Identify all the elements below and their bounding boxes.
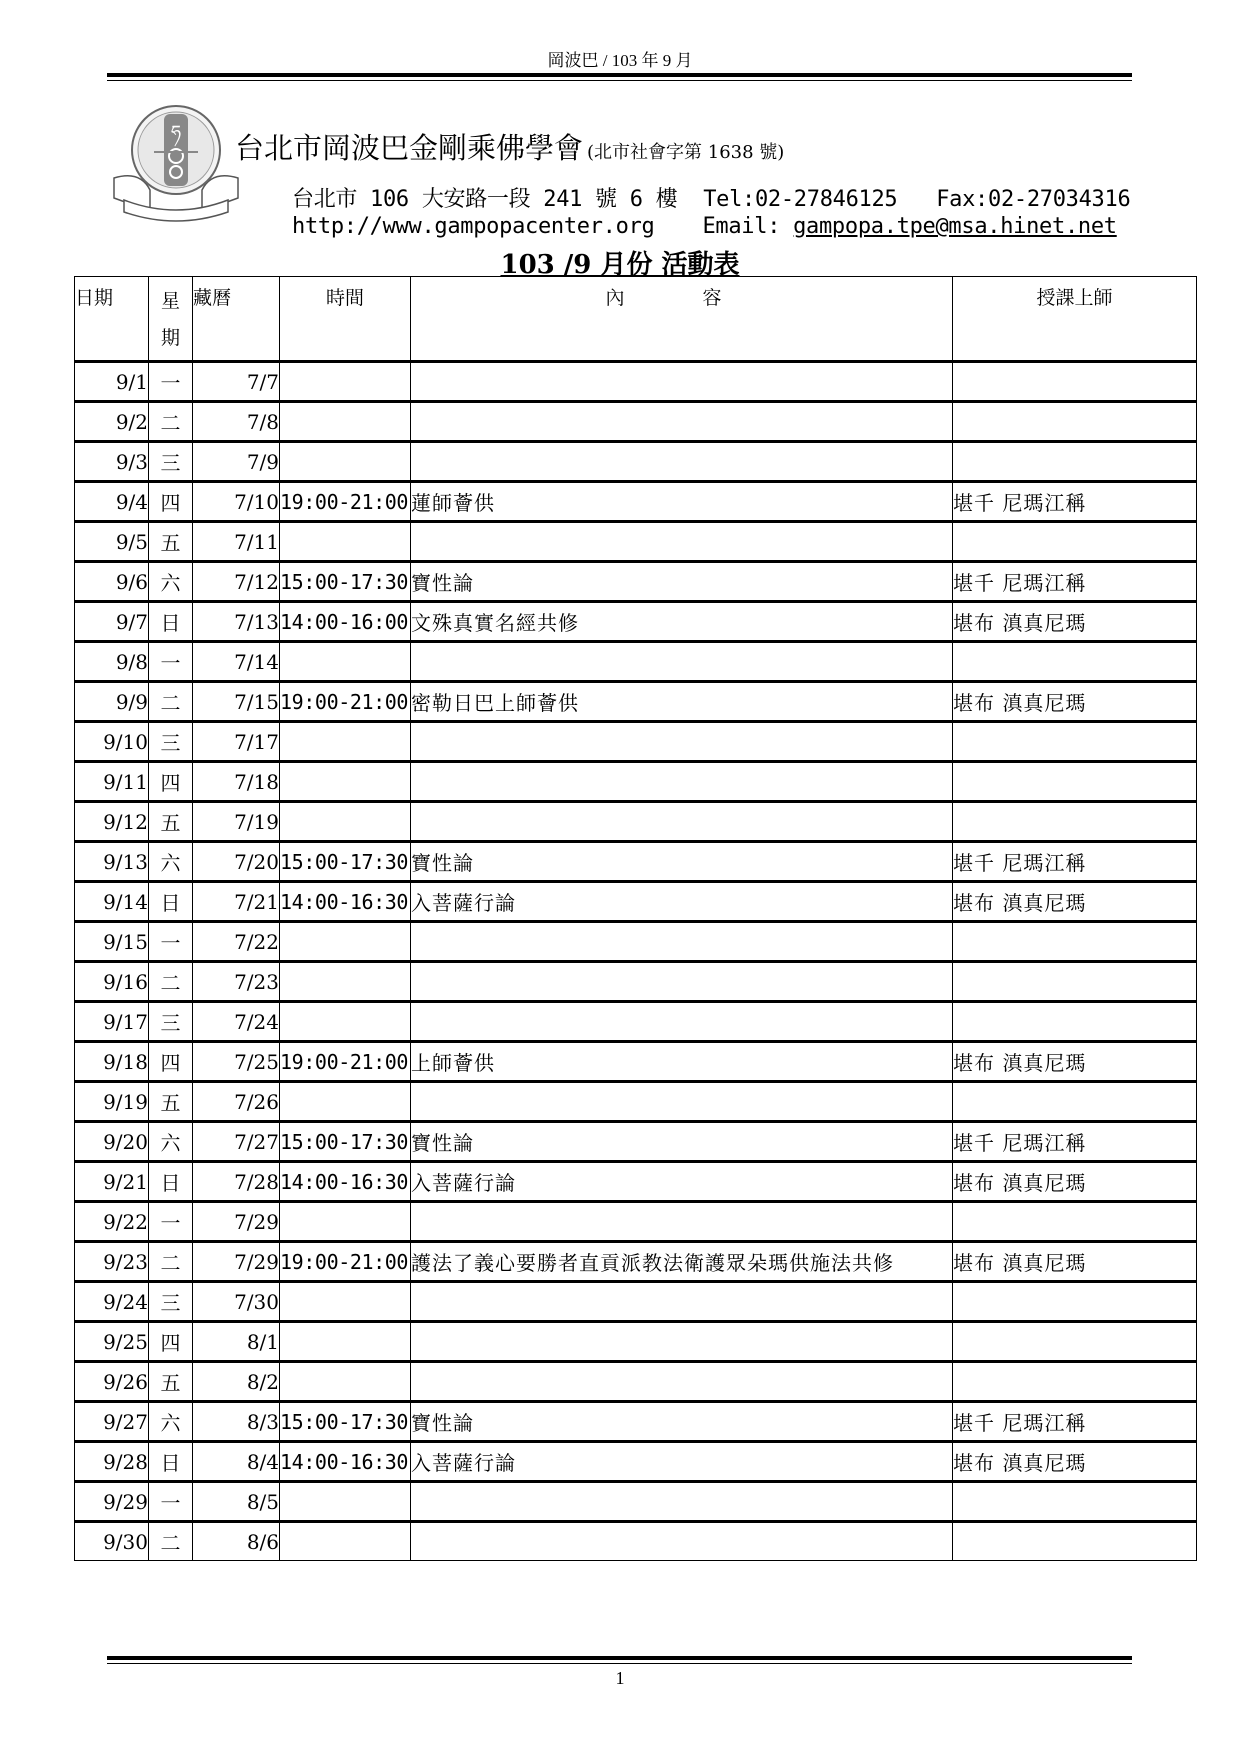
tibetan-date-cell: 7/27 [193, 1122, 280, 1162]
date-cell: 9/6 [75, 562, 149, 602]
time-cell: 15:00-17:30 [280, 1122, 411, 1162]
organization-title: 台北市岡波巴金剛乘佛學會 [235, 131, 584, 165]
column-header-tibetan-calendar: 藏曆 [193, 277, 280, 362]
date-cell: 9/22 [75, 1202, 149, 1242]
table-row [75, 642, 1197, 682]
column-header-content: 內 容 [411, 277, 953, 362]
tibetan-date-cell: 7/23 [193, 962, 280, 1002]
teacher-cell: 堪千 尼瑪江稱 [953, 562, 1197, 602]
content-cell: 文殊真實名經共修 [411, 602, 953, 642]
footer-rule-thin [107, 1663, 1132, 1664]
weekday-cell: 六 [149, 842, 193, 882]
table-row [75, 922, 1197, 962]
weekday-cell: 三 [149, 722, 193, 762]
time-cell [280, 1282, 411, 1322]
date-cell: 9/12 [75, 802, 149, 842]
tibetan-date-cell: 7/30 [193, 1282, 280, 1322]
schedule-body [75, 362, 1197, 1561]
time-cell [280, 1202, 411, 1242]
date-cell: 9/26 [75, 1362, 149, 1402]
content-cell [411, 1002, 953, 1042]
time-cell: 19:00-21:00 [280, 682, 411, 722]
teacher-cell [953, 1522, 1197, 1561]
weekday-cell: 四 [149, 762, 193, 802]
table-row [75, 1282, 1197, 1322]
tibetan-date-cell: 7/19 [193, 802, 280, 842]
content-cell [411, 1082, 953, 1122]
page-number: 1 [615, 1668, 625, 1688]
tibetan-date-cell: 8/3 [193, 1402, 280, 1442]
time-cell [280, 722, 411, 762]
weekday-cell: 二 [149, 402, 193, 442]
weekday-cell: 六 [149, 1122, 193, 1162]
weekday-cell: 一 [149, 1482, 193, 1522]
tibetan-date-cell: 8/2 [193, 1362, 280, 1402]
teacher-cell [953, 762, 1197, 802]
content-cell [411, 1282, 953, 1322]
table-row [75, 722, 1197, 762]
weekday-cell: 五 [149, 1082, 193, 1122]
time-cell [280, 1522, 411, 1561]
contact-address-line [292, 182, 1130, 213]
weekday-cell: 一 [149, 642, 193, 682]
table-row [75, 1002, 1197, 1042]
tibetan-date-cell: 7/14 [193, 642, 280, 682]
teacher-cell [953, 1322, 1197, 1362]
column-header-date: 日期 [75, 277, 149, 362]
date-cell: 9/23 [75, 1242, 149, 1282]
date-cell: 9/11 [75, 762, 149, 802]
tibetan-date-cell: 8/5 [193, 1482, 280, 1522]
tibetan-date-cell: 7/17 [193, 722, 280, 762]
teacher-cell [953, 922, 1197, 962]
teacher-cell [953, 1282, 1197, 1322]
tibetan-date-cell: 7/9 [193, 442, 280, 482]
teacher-cell: 堪布 滇真尼瑪 [953, 1162, 1197, 1202]
date-cell: 9/13 [75, 842, 149, 882]
teacher-cell: 堪千 尼瑪江稱 [953, 842, 1197, 882]
time-cell [280, 402, 411, 442]
table-row [75, 1362, 1197, 1402]
date-cell: 9/17 [75, 1002, 149, 1042]
organization-registration: (北市社會字第 1638 號) [587, 142, 785, 163]
content-cell [411, 1322, 953, 1362]
tibetan-date-cell: 8/1 [193, 1322, 280, 1362]
time-cell: 14:00-16:30 [280, 882, 411, 922]
activity-schedule-table [74, 276, 1197, 1561]
table-row [75, 1082, 1197, 1122]
organization-logo [110, 100, 242, 228]
weekday-cell: 一 [149, 362, 193, 402]
time-cell: 19:00-21:00 [280, 482, 411, 522]
website-link[interactable]: http://www.gampopacenter.org [292, 214, 655, 239]
table-row [75, 442, 1197, 482]
tibetan-date-cell: 7/21 [193, 882, 280, 922]
teacher-cell [953, 1082, 1197, 1122]
date-cell: 9/27 [75, 1402, 149, 1442]
content-cell [411, 1522, 953, 1561]
teacher-cell [953, 1482, 1197, 1522]
time-cell [280, 1362, 411, 1402]
tibetan-date-cell: 7/15 [193, 682, 280, 722]
weekday-cell: 三 [149, 442, 193, 482]
date-cell: 9/4 [75, 482, 149, 522]
content-cell: 密勒日巴上師薈供 [411, 682, 953, 722]
tibetan-date-cell: 7/28 [193, 1162, 280, 1202]
content-cell [411, 962, 953, 1002]
teacher-cell [953, 402, 1197, 442]
tibetan-date-cell: 7/7 [193, 362, 280, 402]
date-cell: 9/30 [75, 1522, 149, 1561]
table-row [75, 1202, 1197, 1242]
time-cell: 15:00-17:30 [280, 842, 411, 882]
content-cell: 寶性論 [411, 1122, 953, 1162]
date-cell: 9/10 [75, 722, 149, 762]
teacher-cell [953, 962, 1197, 1002]
weekday-cell: 二 [149, 1522, 193, 1561]
content-cell: 寶性論 [411, 842, 953, 882]
teacher-cell: 堪布 滇真尼瑪 [953, 682, 1197, 722]
content-cell: 蓮師薈供 [411, 482, 953, 522]
teacher-cell: 堪布 滇真尼瑪 [953, 1442, 1197, 1482]
tibetan-date-cell: 7/8 [193, 402, 280, 442]
table-row [75, 1162, 1197, 1202]
teacher-cell: 堪布 滇真尼瑪 [953, 602, 1197, 642]
time-cell: 14:00-16:30 [280, 1162, 411, 1202]
time-cell [280, 522, 411, 562]
content-cell [411, 642, 953, 682]
table-row [75, 562, 1197, 602]
date-cell: 9/14 [75, 882, 149, 922]
table-row [75, 1322, 1197, 1362]
weekday-cell: 一 [149, 922, 193, 962]
table-row [75, 842, 1197, 882]
tibetan-date-cell: 7/22 [193, 922, 280, 962]
time-cell [280, 1002, 411, 1042]
time-cell [280, 1082, 411, 1122]
weekday-cell: 五 [149, 522, 193, 562]
date-cell: 9/21 [75, 1162, 149, 1202]
column-header-teacher: 授課上師 [953, 277, 1197, 362]
weekday-cell: 六 [149, 1402, 193, 1442]
table-row [75, 362, 1197, 402]
teacher-cell: 堪千 尼瑪江稱 [953, 482, 1197, 522]
telephone: Tel:02-27846125 [703, 187, 898, 212]
date-cell: 9/19 [75, 1082, 149, 1122]
time-cell [280, 762, 411, 802]
running-header: 岡波巴 / 103 年 9 月 [547, 51, 693, 70]
weekday-cell: 三 [149, 1282, 193, 1322]
tibetan-date-cell: 7/20 [193, 842, 280, 882]
table-row [75, 1522, 1197, 1561]
content-cell: 寶性論 [411, 562, 953, 602]
teacher-cell [953, 1362, 1197, 1402]
time-cell: 15:00-17:30 [280, 562, 411, 602]
teacher-cell: 堪千 尼瑪江稱 [953, 1402, 1197, 1442]
tibetan-date-cell: 8/6 [193, 1522, 280, 1561]
table-row [75, 962, 1197, 1002]
content-cell [411, 722, 953, 762]
weekday-cell: 四 [149, 1322, 193, 1362]
table-row [75, 762, 1197, 802]
table-row [75, 682, 1197, 722]
time-cell: 19:00-21:00 [280, 1242, 411, 1282]
date-cell: 9/29 [75, 1482, 149, 1522]
weekday-cell: 四 [149, 482, 193, 522]
date-cell: 9/24 [75, 1282, 149, 1322]
content-cell: 上師薈供 [411, 1042, 953, 1082]
table-row [75, 1042, 1197, 1082]
svg-text:ཧ: ཧ [170, 122, 182, 143]
table-row [75, 1242, 1197, 1282]
date-cell: 9/7 [75, 602, 149, 642]
teacher-cell [953, 442, 1197, 482]
time-cell: 19:00-21:00 [280, 1042, 411, 1082]
tibetan-date-cell: 7/29 [193, 1202, 280, 1242]
column-header-time: 時間 [280, 277, 411, 362]
content-cell [411, 362, 953, 402]
time-cell [280, 642, 411, 682]
table-row [75, 802, 1197, 842]
tibetan-date-cell: 7/10 [193, 482, 280, 522]
header-rule [107, 73, 1132, 77]
time-cell [280, 962, 411, 1002]
weekday-cell: 日 [149, 882, 193, 922]
table-row [75, 402, 1197, 442]
weekday-cell: 四 [149, 1042, 193, 1082]
weekday-cell: 二 [149, 682, 193, 722]
time-cell [280, 922, 411, 962]
time-cell [280, 442, 411, 482]
table-row [75, 1482, 1197, 1522]
date-cell: 9/15 [75, 922, 149, 962]
tibetan-date-cell: 7/12 [193, 562, 280, 602]
teacher-cell: 堪布 滇真尼瑪 [953, 1042, 1197, 1082]
content-cell [411, 402, 953, 442]
content-cell: 護法了義心要勝者直貢派教法衛護眾朵瑪供施法共修 [411, 1242, 953, 1282]
header-rule-thin [107, 80, 1132, 81]
date-cell: 9/3 [75, 442, 149, 482]
content-cell [411, 1202, 953, 1242]
time-cell: 15:00-17:30 [280, 1402, 411, 1442]
weekday-cell: 二 [149, 1242, 193, 1282]
street-address: 台北市 106 大安路一段 241 號 6 樓 [292, 187, 678, 212]
time-cell [280, 362, 411, 402]
tibetan-date-cell: 8/4 [193, 1442, 280, 1482]
content-cell [411, 802, 953, 842]
organization-name [235, 126, 784, 167]
date-cell: 9/28 [75, 1442, 149, 1482]
date-cell: 9/8 [75, 642, 149, 682]
contact-web-line [292, 214, 1117, 239]
table-row [75, 522, 1197, 562]
table-row [75, 602, 1197, 642]
weekday-cell: 三 [149, 1002, 193, 1042]
tibetan-date-cell: 7/29 [193, 1242, 280, 1282]
table-row [75, 482, 1197, 522]
date-cell: 9/5 [75, 522, 149, 562]
date-cell: 9/1 [75, 362, 149, 402]
email-label: Email: [702, 214, 781, 239]
content-cell: 入菩薩行論 [411, 882, 953, 922]
weekday-cell: 日 [149, 1162, 193, 1202]
content-cell: 入菩薩行論 [411, 1442, 953, 1482]
tibetan-date-cell: 7/13 [193, 602, 280, 642]
content-cell: 寶性論 [411, 1402, 953, 1442]
teacher-cell: 堪布 滇真尼瑪 [953, 882, 1197, 922]
footer-rule [107, 1656, 1132, 1660]
table-row [75, 1122, 1197, 1162]
fax: Fax:02-27034316 [936, 187, 1131, 212]
weekday-cell: 日 [149, 602, 193, 642]
weekday-header-line-2: 期 [160, 327, 180, 349]
time-cell: 14:00-16:30 [280, 1442, 411, 1482]
content-cell [411, 522, 953, 562]
tibetan-date-cell: 7/24 [193, 1002, 280, 1042]
content-cell [411, 1362, 953, 1402]
time-cell: 14:00-16:00 [280, 602, 411, 642]
date-cell: 9/18 [75, 1042, 149, 1082]
content-cell [411, 442, 953, 482]
time-cell [280, 1482, 411, 1522]
weekday-cell: 六 [149, 562, 193, 602]
teacher-cell [953, 722, 1197, 762]
teacher-cell [953, 642, 1197, 682]
table-row [75, 882, 1197, 922]
content-cell [411, 1482, 953, 1522]
teacher-cell [953, 802, 1197, 842]
table-row [75, 1402, 1197, 1442]
teacher-cell [953, 522, 1197, 562]
time-cell [280, 802, 411, 842]
teacher-cell [953, 362, 1197, 402]
date-cell: 9/25 [75, 1322, 149, 1362]
column-header-weekday [149, 277, 193, 362]
tibetan-date-cell: 7/25 [193, 1042, 280, 1082]
weekday-cell: 二 [149, 962, 193, 1002]
tibetan-date-cell: 7/26 [193, 1082, 280, 1122]
weekday-header-line-1: 星 [160, 290, 180, 312]
tibetan-date-cell: 7/11 [193, 522, 280, 562]
teacher-cell: 堪千 尼瑪江稱 [953, 1122, 1197, 1162]
table-row [75, 1442, 1197, 1482]
date-cell: 9/16 [75, 962, 149, 1002]
content-cell [411, 922, 953, 962]
content-cell [411, 762, 953, 802]
weekday-cell: 日 [149, 1442, 193, 1482]
time-cell [280, 1322, 411, 1362]
teacher-cell: 堪布 滇真尼瑪 [953, 1242, 1197, 1282]
document-title: 103 /9 月份 活動表 [500, 250, 740, 280]
date-cell: 9/2 [75, 402, 149, 442]
date-cell: 9/9 [75, 682, 149, 722]
email-link[interactable]: gampopa.tpe@msa.hinet.net [793, 214, 1117, 239]
tibetan-date-cell: 7/18 [193, 762, 280, 802]
table-header-row [75, 277, 1197, 362]
weekday-cell: 一 [149, 1202, 193, 1242]
content-cell: 入菩薩行論 [411, 1162, 953, 1202]
teacher-cell [953, 1002, 1197, 1042]
weekday-cell: 五 [149, 1362, 193, 1402]
weekday-cell: 五 [149, 802, 193, 842]
teacher-cell [953, 1202, 1197, 1242]
date-cell: 9/20 [75, 1122, 149, 1162]
